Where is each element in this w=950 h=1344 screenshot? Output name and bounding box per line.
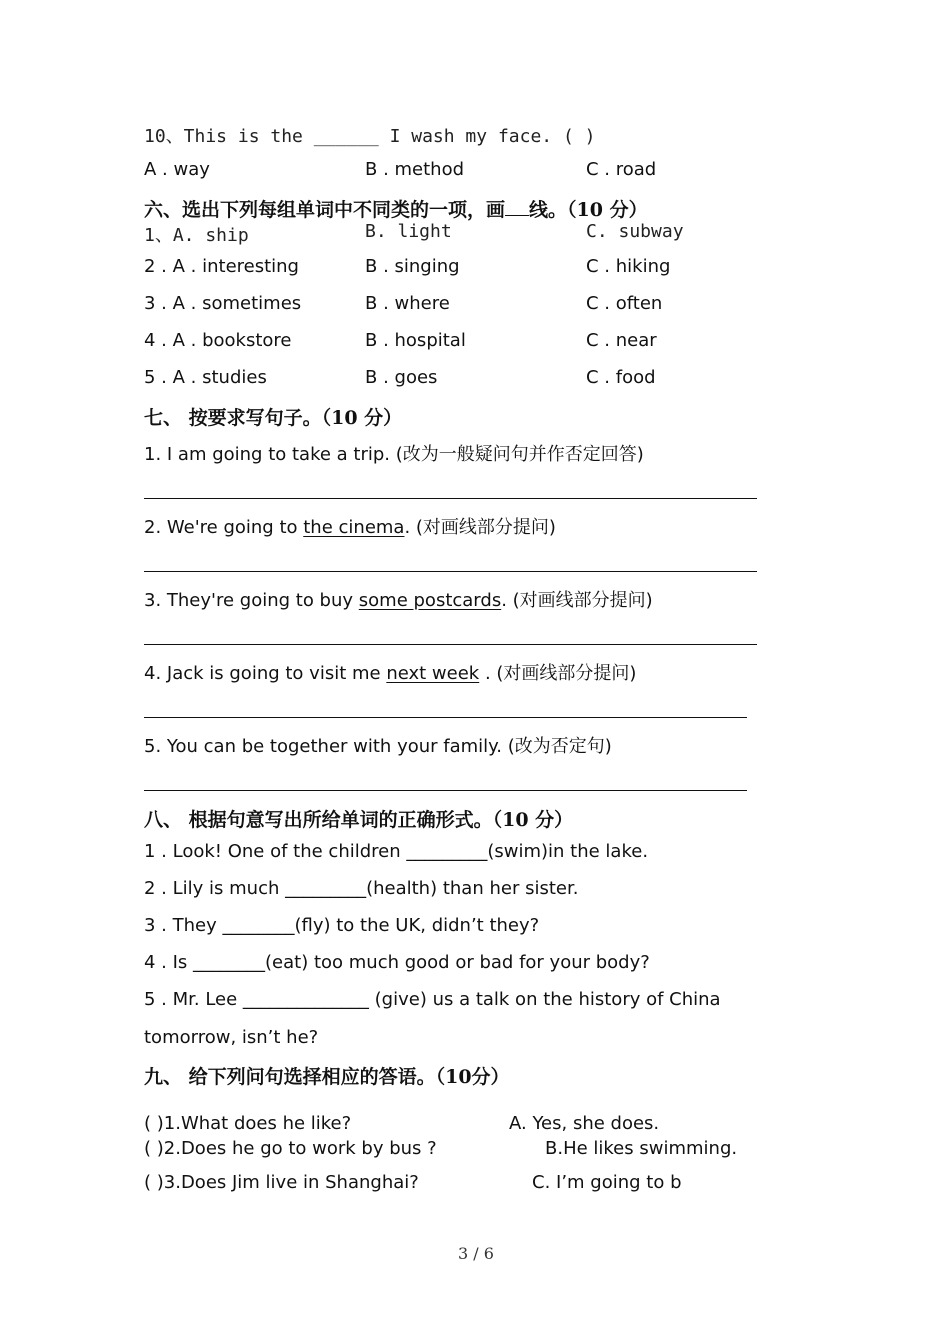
section9-question-2: ( )2.Does he go to work by bus ?: [144, 1138, 437, 1159]
section6-row3-c: C . often: [586, 293, 663, 314]
section8-item-5: 5 . Mr. Lee ______________ (give) us a talk on the history of China: [144, 989, 721, 1010]
section6-row5-a: 5 . A . studies: [144, 367, 267, 388]
answer-line-3[interactable]: [144, 644, 757, 645]
section6-heading: 六、选出下列每组单词中不同类的一项，画 线。（10 分）: [144, 199, 648, 221]
underlined-phrase: some postcards: [358, 590, 502, 611]
section9-answer-c: C. I’m going to b: [532, 1172, 682, 1193]
section8-heading: 八、 根据句意写出所给单词的正确形式。（10 分）: [144, 809, 574, 831]
section6-row2-a: 2 . A . interesting: [144, 256, 299, 277]
q10-option-a: A . way: [144, 159, 210, 180]
section7-q5: 5. You can be together with your family. (改为否定句): [144, 736, 612, 757]
section6-row1-c: C. subway: [586, 221, 684, 242]
section7-q4: 4. Jack is going to visit me next week . (对画线部分提问): [144, 663, 637, 684]
section9-question-3: ( )3.Does Jim live in Shanghai?: [144, 1172, 419, 1193]
underlined-phrase: next week: [386, 663, 480, 684]
section6-row4-a: 4 . A . bookstore: [144, 330, 292, 351]
section6-row5-c: C . food: [586, 367, 656, 388]
section8-item-1: 1 . Look! One of the children _________(swim)in the lake.: [144, 841, 649, 862]
section6-row3-b: B . where: [365, 293, 450, 314]
section6-row5-b: B . goes: [365, 367, 438, 388]
section7-q2: 2. We're going to the cinema. (对画线部分提问): [144, 517, 556, 538]
section9-answer-a: A. Yes, she does.: [509, 1113, 660, 1134]
answer-line-2[interactable]: [144, 571, 757, 572]
section6-row3-a: 3 . A . sometimes: [144, 293, 302, 314]
section7-heading: 七、 按要求写句子。（10 分）: [144, 407, 403, 429]
answer-line-5[interactable]: [144, 790, 747, 791]
section6-row1-a: 1、A. ship: [144, 225, 249, 246]
section8-item-3: 3 . They ________(fly) to the UK, didn’t they?: [144, 915, 540, 936]
q10-option-b: B . method: [365, 159, 465, 180]
answer-line-1[interactable]: [144, 498, 757, 499]
section6-row2-b: B . singing: [365, 256, 460, 277]
section8-item-4: 4 . Is ________(eat) too much good or bad for your body?: [144, 952, 650, 973]
section9-heading: 九、 给下列问句选择相应的答语。（10分）: [144, 1066, 510, 1088]
section6-row4-b: B . hospital: [365, 330, 466, 351]
section6-row1-b: B. light: [365, 221, 452, 242]
answer-line-4[interactable]: [144, 717, 747, 718]
section7-q3: 3. They're going to buy some postcards. (对画线部分提问): [144, 590, 653, 611]
section8-item-2: 2 . Lily is much _________(health) than her sister.: [144, 878, 579, 899]
q10-option-c: C . road: [586, 159, 657, 180]
section7-q1: 1. I am going to take a trip. (改为一般疑问句并作否定回答): [144, 444, 644, 465]
section9-answer-b: B.He likes swimming.: [545, 1138, 738, 1159]
section6-row2-c: C . hiking: [586, 256, 671, 277]
underlined-phrase: the cinema: [303, 517, 405, 538]
page-number: 3 / 6: [458, 1244, 494, 1263]
section8-item-5-cont: tomorrow, isn’t he?: [144, 1027, 319, 1048]
q10-stem: 10、This is the ______ I wash my face. ( ): [144, 126, 596, 147]
section9-question-1: ( )1.What does he like?: [144, 1113, 352, 1134]
section6-row4-c: C . near: [586, 330, 657, 351]
